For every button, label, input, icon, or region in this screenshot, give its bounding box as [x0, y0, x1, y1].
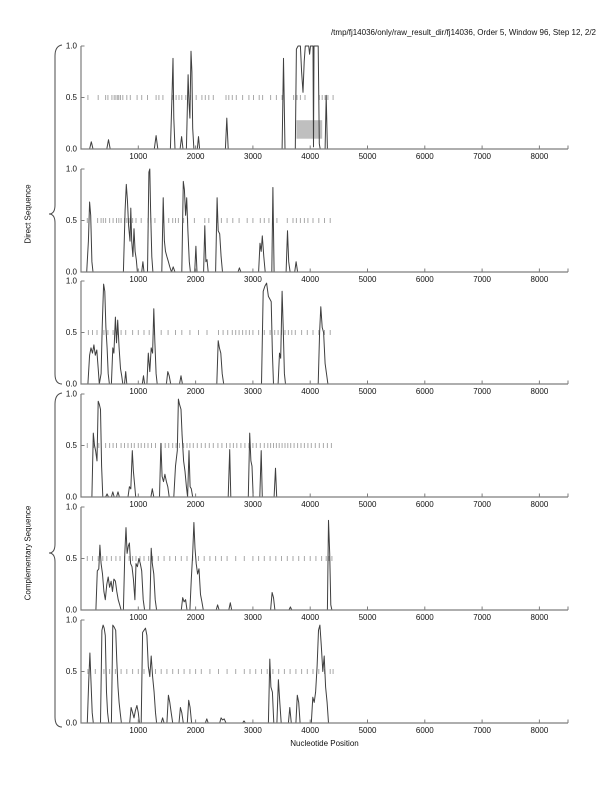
y-tick-label: 0.5 [65, 328, 77, 337]
subplot-complementary-3 [66, 616, 568, 736]
x-tick-label: 7000 [473, 613, 491, 622]
axes-lines [81, 507, 568, 610]
signal-curve [81, 46, 568, 149]
threshold-marks [87, 556, 332, 561]
x-tick-label: 2000 [186, 613, 205, 622]
subplot-complementary-1 [66, 390, 568, 510]
x-tick-label: 1000 [129, 500, 148, 509]
x-tick-label: 1000 [129, 613, 148, 622]
y-tick-label: 1.0 [65, 41, 77, 51]
x-tick-label: 3000 [244, 152, 262, 161]
x-tick-label: 6000 [415, 275, 434, 284]
y-tick-label: 0.5 [65, 667, 77, 676]
y-tick-label: 1.0 [65, 389, 77, 399]
x-tick-label: 7000 [473, 152, 491, 161]
x-tick-label: 3000 [244, 275, 262, 284]
x-tick-label: 4000 [301, 613, 320, 622]
x-tick-label: 2000 [186, 500, 205, 509]
direct-sequence-brace [49, 45, 62, 384]
y-tick-label: 0.0 [65, 605, 77, 615]
y-tick-label: 0.5 [65, 554, 77, 563]
x-tick-label: 5000 [358, 387, 377, 396]
x-tick-label: 8000 [530, 152, 549, 161]
threshold-marks [88, 669, 333, 674]
figure-title: /tmp/fj14036/only/raw_result_dir/fj14036, Order 5, Window 96, Step 12, 2/2 [330, 28, 596, 37]
tick-labels [66, 390, 549, 510]
direct-sequence-label: Direct Sequence [23, 184, 33, 244]
axes-lines [81, 46, 568, 149]
axis-ticks [81, 46, 568, 149]
axis-ticks [81, 394, 568, 497]
x-tick-label: 8000 [530, 726, 549, 735]
y-tick-label: 0.0 [65, 267, 77, 277]
x-tick-label: 2000 [186, 275, 205, 284]
x-tick-label: 2000 [186, 387, 205, 396]
signal-curve [81, 625, 568, 723]
threshold-marks [87, 218, 330, 223]
x-tick-label: 5000 [358, 275, 377, 284]
y-tick-label: 0.0 [65, 492, 77, 502]
x-tick-label: 1000 [129, 387, 148, 396]
x-tick-label: 3000 [244, 500, 262, 509]
x-tick-label: 1000 [129, 152, 148, 161]
threshold-marks [88, 330, 330, 335]
tick-labels [66, 277, 549, 397]
signal-curve [81, 520, 568, 610]
x-tick-label: 2000 [186, 726, 205, 735]
x-tick-label: 7000 [473, 500, 491, 509]
signal-curve [81, 399, 568, 497]
x-tick-label: 8000 [530, 387, 549, 396]
x-tick-label: 5000 [358, 726, 377, 735]
y-tick-label: 0.0 [65, 144, 77, 154]
axes-lines [81, 394, 568, 497]
x-axis-title: Nucleotide Position [290, 739, 359, 748]
x-tick-label: 5000 [358, 152, 377, 161]
x-tick-label: 7000 [473, 275, 491, 284]
tick-labels [66, 42, 549, 162]
x-tick-label: 4000 [301, 726, 320, 735]
x-tick-label: 6000 [415, 613, 434, 622]
subplot-complementary-2 [66, 503, 568, 623]
x-tick-label: 8000 [530, 613, 549, 622]
subplot-direct-1 [66, 42, 568, 162]
y-tick-label: 0.5 [65, 441, 77, 450]
x-tick-label: 4000 [301, 275, 320, 284]
x-tick-label: 3000 [244, 726, 262, 735]
y-tick-label: 0.0 [65, 379, 77, 389]
highlight-box [296, 120, 322, 139]
y-tick-label: 0.0 [65, 718, 77, 728]
x-tick-label: 1000 [129, 275, 148, 284]
x-tick-label: 1000 [129, 726, 148, 735]
x-tick-label: 4000 [301, 387, 320, 396]
y-tick-label: 1.0 [65, 164, 77, 174]
x-tick-label: 5000 [358, 613, 377, 622]
threshold-marks [87, 443, 331, 448]
complementary-sequence-label: Complementary Sequence [23, 505, 33, 601]
tick-labels [66, 165, 549, 285]
y-tick-label: 1.0 [65, 502, 77, 512]
x-tick-label: 3000 [244, 613, 262, 622]
x-tick-label: 8000 [530, 275, 549, 284]
x-tick-label: 4000 [301, 500, 320, 509]
subplot-direct-3 [66, 277, 568, 397]
y-tick-label: 1.0 [65, 615, 77, 625]
subplot-direct-2 [66, 165, 568, 285]
x-tick-label: 4000 [301, 152, 320, 161]
x-tick-label: 6000 [415, 387, 434, 396]
x-tick-label: 7000 [473, 387, 491, 396]
y-tick-label: 0.5 [65, 93, 77, 102]
x-tick-label: 6000 [415, 726, 434, 735]
x-tick-label: 5000 [358, 500, 377, 509]
x-tick-label: 3000 [244, 387, 262, 396]
y-tick-label: 0.5 [65, 216, 77, 225]
x-tick-label: 8000 [530, 500, 549, 509]
x-tick-label: 6000 [415, 152, 434, 161]
x-tick-label: 2000 [186, 152, 205, 161]
axis-ticks [81, 507, 568, 610]
x-tick-label: 7000 [473, 726, 491, 735]
x-tick-label: 6000 [415, 500, 434, 509]
complementary-sequence-brace [49, 393, 62, 727]
y-tick-label: 1.0 [65, 276, 77, 286]
